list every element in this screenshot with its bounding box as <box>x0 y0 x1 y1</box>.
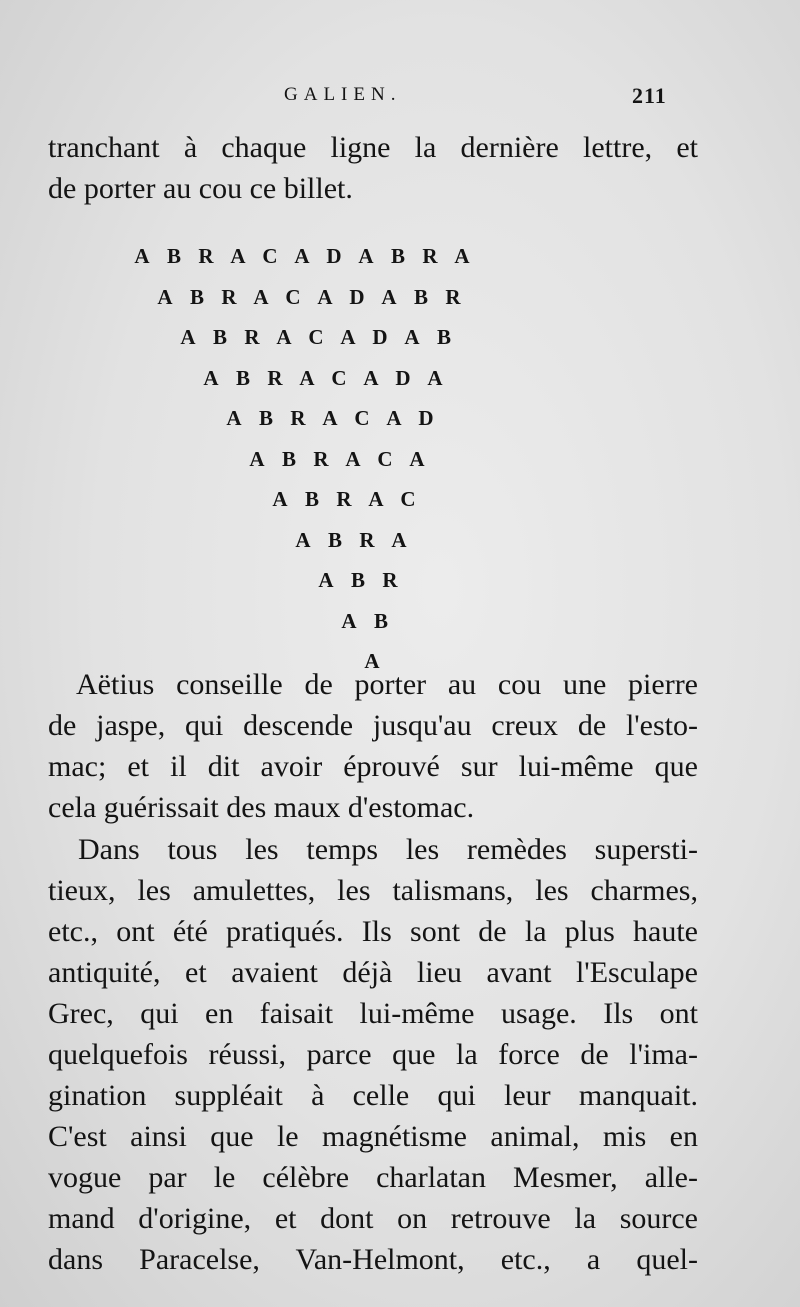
abracadabra-letter: A <box>381 284 397 309</box>
text-line: Dans tous les temps les remèdes supersti- <box>78 833 698 866</box>
abracadabra-letter: B <box>436 325 451 349</box>
running-title: GALIEN. <box>284 84 402 105</box>
abracadabra-row <box>195 363 451 393</box>
text-line: antiquité, et avaient déjà lieu avant l'Esculape <box>48 956 698 989</box>
text-line: Aëtius conseille de porter au cou une pierre <box>76 668 698 701</box>
text-line: etc., ont été pratiqués. Ils sont de la plus haute <box>48 915 698 948</box>
abracadabra-letter: R <box>445 284 461 309</box>
text-line: mand d'origine, et dont on retrouve la source <box>48 1202 698 1235</box>
abracadabra-row <box>172 322 460 352</box>
abracadabra-letter: B <box>235 365 250 390</box>
abracadabra-letter: B <box>281 446 296 471</box>
text-line: tieux, les amulettes, les talismans, les charmes, <box>48 874 698 907</box>
text-line: dans Paracelse, Van-Helmont, etc., a quel- <box>48 1243 698 1276</box>
abracadabra-letter: A <box>386 406 402 430</box>
abracadabra-letter: A <box>341 608 357 633</box>
text-line: tranchant à chaque ligne la dernière lettre, et <box>48 131 698 164</box>
abracadabra-letter: B <box>413 284 428 309</box>
abracadabra-letter: A <box>134 244 150 268</box>
abracadabra-letter: R <box>267 365 283 390</box>
abracadabra-letter: A <box>409 446 425 471</box>
abracadabra-row <box>287 525 415 555</box>
abracadabra-letter: D <box>326 244 342 268</box>
abracadabra-letter: C <box>400 487 416 511</box>
page-number: 211 <box>632 83 667 108</box>
abracadabra-letter: C <box>262 244 278 268</box>
abracadabra-letter: A <box>299 365 315 390</box>
abracadabra-letter: D <box>349 284 365 309</box>
abracadabra-letter: B <box>304 487 319 511</box>
abracadabra-letter: A <box>272 487 288 511</box>
abracadabra-letter: A <box>180 325 196 349</box>
abracadabra-letter: R <box>290 406 306 430</box>
abracadabra-letter: A <box>230 244 246 268</box>
abracadabra-row <box>149 282 469 312</box>
abracadabra-letter: C <box>354 406 370 430</box>
abracadabra-letter: B <box>373 608 388 633</box>
abracadabra-letter: C <box>308 325 324 349</box>
text-line: gination suppléait à celle qui leur manquait. <box>48 1079 698 1112</box>
abracadabra-row <box>218 403 442 433</box>
text-line: C'est ainsi que le magnétisme animal, mis en <box>48 1120 698 1153</box>
abracadabra-letter: A <box>454 244 470 268</box>
abracadabra-letter: A <box>427 365 443 390</box>
abracadabra-letter: A <box>391 527 407 552</box>
abracadabra-letter: B <box>166 244 181 268</box>
abracadabra-letter: R <box>382 568 398 592</box>
abracadabra-letter: A <box>364 649 380 673</box>
text-line: cela guérissait des maux d'estomac. <box>48 791 475 824</box>
abracadabra-letter: A <box>226 406 242 430</box>
abracadabra-letter: R <box>221 284 237 309</box>
abracadabra-letter: D <box>395 365 411 390</box>
abracadabra-letter: A <box>276 325 292 349</box>
page-header <box>0 84 800 116</box>
text-line: mac; et il dit avoir éprouvé sur lui-même que <box>48 750 698 783</box>
text-line: vogue par le célèbre charlatan Mesmer, alle- <box>48 1161 698 1194</box>
abracadabra-letter: A <box>203 365 219 390</box>
text-line: de jaspe, qui descende jusqu'au creux de l'esto- <box>48 709 698 742</box>
abracadabra-letter: B <box>350 568 365 592</box>
abracadabra-letter: A <box>358 244 374 268</box>
abracadabra-letter: A <box>253 284 269 309</box>
abracadabra-letter: R <box>422 244 438 268</box>
abracadabra-letter: B <box>327 527 342 552</box>
abracadabra-row <box>241 444 433 474</box>
abracadabra-letter: A <box>368 487 384 511</box>
abracadabra-letter: C <box>331 365 347 390</box>
abracadabra-letter: A <box>363 365 379 390</box>
abracadabra-letter: A <box>249 446 265 471</box>
abracadabra-row <box>310 565 406 595</box>
abracadabra-letter: D <box>418 406 434 430</box>
abracadabra-letter: A <box>295 527 311 552</box>
text-line: quelquefois réussi, parce que la force de l'ima- <box>48 1038 698 1071</box>
text-line: Grec, qui en faisait lui-même usage. Ils ont <box>48 997 698 1030</box>
text-line: de porter au cou ce billet. <box>48 172 353 205</box>
abracadabra-row <box>264 484 424 514</box>
abracadabra-letter: B <box>258 406 273 430</box>
abracadabra-letter: B <box>212 325 227 349</box>
abracadabra-letter: B <box>390 244 405 268</box>
abracadabra-letter: A <box>157 284 173 309</box>
abracadabra-letter: A <box>318 568 334 592</box>
abracadabra-letter: C <box>285 284 301 309</box>
abracadabra-letter: A <box>340 325 356 349</box>
abracadabra-letter: A <box>322 406 338 430</box>
abracadabra-letter: R <box>336 487 352 511</box>
abracadabra-letter: A <box>294 244 310 268</box>
abracadabra-letter: A <box>317 284 333 309</box>
abracadabra-letter: R <box>359 527 375 552</box>
abracadabra-letter: R <box>313 446 329 471</box>
abracadabra-letter: R <box>244 325 260 349</box>
abracadabra-letter: A <box>404 325 420 349</box>
abracadabra-letter: C <box>377 446 393 471</box>
abracadabra-row <box>126 241 478 271</box>
abracadabra-letter: A <box>345 446 361 471</box>
abracadabra-letter: D <box>372 325 388 349</box>
abracadabra-letter: B <box>189 284 204 309</box>
abracadabra-letter: R <box>198 244 214 268</box>
abracadabra-row <box>333 606 397 636</box>
